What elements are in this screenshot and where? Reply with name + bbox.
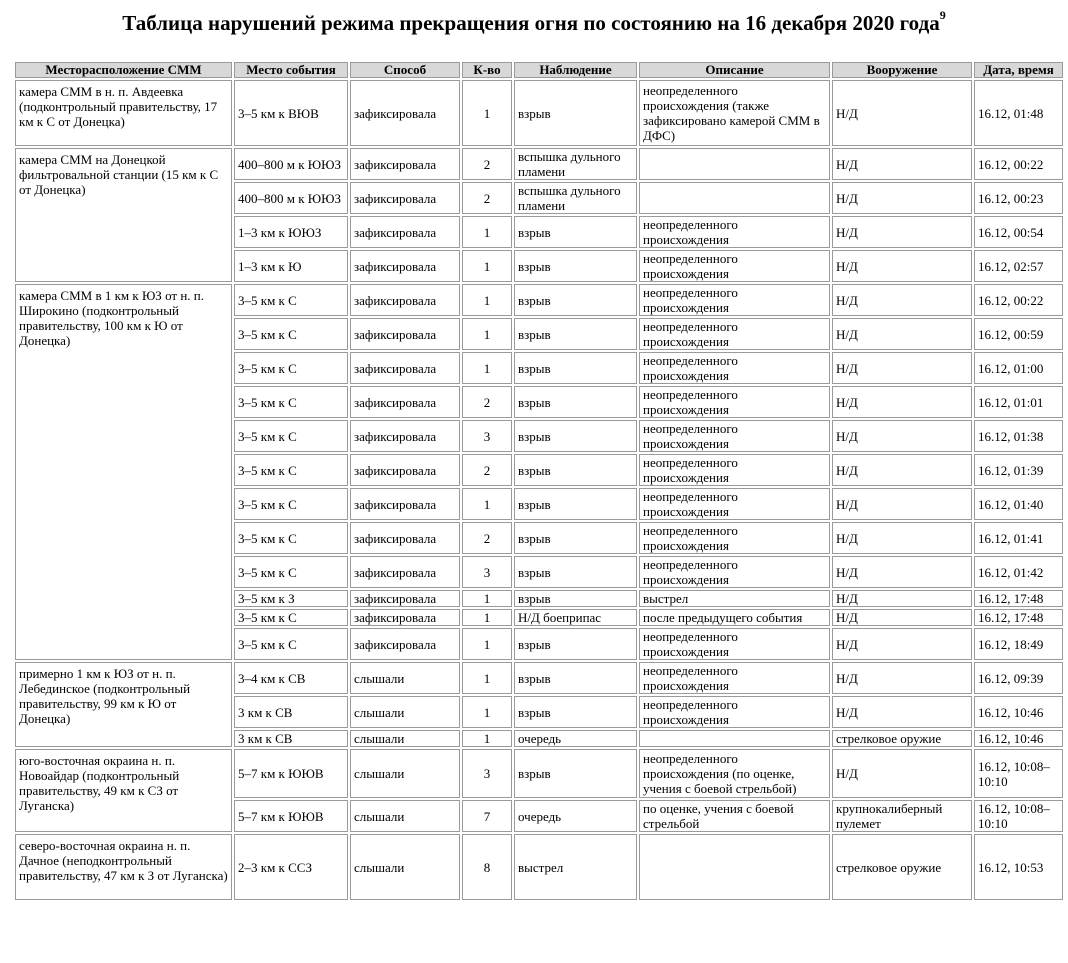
cell-method: слышали (350, 749, 460, 798)
cell-count: 2 (462, 454, 512, 486)
cell-weapon: Н/Д (832, 352, 972, 384)
cell-location: камера СММ на Донецкой фильтровальной станции (15 км к С от Донецка) (15, 148, 232, 282)
cell-description: неопределенного происхождения (639, 662, 830, 694)
cell-location: примерно 1 км к ЮЗ от н. п. Лебединское (подконтрольный правительству, 99 км к Ю от Донецка) (15, 662, 232, 747)
cell-method: слышали (350, 730, 460, 747)
cell-method: слышали (350, 696, 460, 728)
cell-count: 1 (462, 696, 512, 728)
cell-observation: взрыв (514, 488, 637, 520)
cell-description: неопределенного происхождения (639, 216, 830, 248)
cell-place: 3–4 км к СВ (234, 662, 348, 694)
cell-count: 3 (462, 420, 512, 452)
cell-count: 8 (462, 834, 512, 900)
cell-place: 5–7 км к ЮЮВ (234, 800, 348, 832)
cell-place: 400–800 м к ЮЮЗ (234, 182, 348, 214)
cell-method: зафиксировала (350, 628, 460, 660)
cell-method: зафиксировала (350, 590, 460, 607)
header-observation: Наблюдение (514, 62, 637, 78)
cell-weapon: Н/Д (832, 216, 972, 248)
cell-method: зафиксировала (350, 454, 460, 486)
cell-count: 2 (462, 148, 512, 180)
header-weapon: Вооружение (832, 62, 972, 78)
cell-place: 5–7 км к ЮЮВ (234, 749, 348, 798)
cell-count: 3 (462, 749, 512, 798)
ceasefire-violations-table (13, 60, 1065, 902)
cell-method: зафиксировала (350, 216, 460, 248)
cell-observation: взрыв (514, 216, 637, 248)
cell-description: неопределенного происхождения (по оценке, учения с боевой стрельбой) (639, 749, 830, 798)
cell-weapon: Н/Д (832, 488, 972, 520)
cell-count: 1 (462, 352, 512, 384)
table-row (15, 749, 1063, 798)
cell-datetime: 16.12, 00:23 (974, 182, 1063, 214)
cell-observation: взрыв (514, 522, 637, 554)
cell-observation: вспышка дульного пламени (514, 148, 637, 180)
cell-place: 3–5 км к С (234, 318, 348, 350)
header-method: Способ (350, 62, 460, 78)
cell-place: 3–5 км к С (234, 352, 348, 384)
cell-observation: взрыв (514, 250, 637, 282)
cell-method: зафиксировала (350, 386, 460, 418)
cell-count: 3 (462, 556, 512, 588)
cell-location: юго-восточная окраина н. п. Новоайдар (подконтрольный правительству, 49 км к СЗ от Луганска) (15, 749, 232, 832)
cell-place: 3 км к СВ (234, 696, 348, 728)
cell-observation: взрыв (514, 386, 637, 418)
cell-datetime: 16.12, 00:22 (974, 148, 1063, 180)
cell-count: 1 (462, 488, 512, 520)
cell-datetime: 16.12, 00:54 (974, 216, 1063, 248)
cell-datetime: 16.12, 17:48 (974, 609, 1063, 626)
cell-datetime: 16.12, 01:48 (974, 80, 1063, 146)
cell-observation: очередь (514, 800, 637, 832)
cell-weapon: Н/Д (832, 662, 972, 694)
cell-place: 3–5 км к ВЮВ (234, 80, 348, 146)
cell-observation: взрыв (514, 628, 637, 660)
cell-observation: взрыв (514, 590, 637, 607)
cell-count: 1 (462, 250, 512, 282)
cell-datetime: 16.12, 01:40 (974, 488, 1063, 520)
cell-weapon: Н/Д (832, 80, 972, 146)
table-row (15, 284, 1063, 316)
header-location: Месторасположение СММ (15, 62, 232, 78)
header-count: К-во (462, 62, 512, 78)
cell-observation: взрыв (514, 420, 637, 452)
cell-method: зафиксировала (350, 556, 460, 588)
cell-observation: взрыв (514, 556, 637, 588)
cell-place: 1–3 км к Ю (234, 250, 348, 282)
cell-location: камера СММ в н. п. Авдеевка (подконтрольный правительству, 17 км к С от Донецка) (15, 80, 232, 146)
cell-weapon: Н/Д (832, 318, 972, 350)
cell-datetime: 16.12, 10:08–10:10 (974, 749, 1063, 798)
cell-count: 1 (462, 662, 512, 694)
cell-description: неопределенного происхождения (639, 420, 830, 452)
cell-place: 3–5 км к С (234, 284, 348, 316)
cell-description (639, 834, 830, 900)
cell-weapon: Н/Д (832, 250, 972, 282)
cell-description: неопределенного происхождения (639, 284, 830, 316)
cell-weapon: Н/Д (832, 420, 972, 452)
cell-datetime: 16.12, 10:46 (974, 696, 1063, 728)
cell-datetime: 16.12, 01:01 (974, 386, 1063, 418)
cell-place: 3–5 км к С (234, 386, 348, 418)
cell-count: 1 (462, 628, 512, 660)
cell-count: 1 (462, 284, 512, 316)
page-title (0, 8, 1068, 50)
cell-weapon: Н/Д (832, 522, 972, 554)
cell-datetime: 16.12, 01:39 (974, 454, 1063, 486)
header-datetime: Дата, время (974, 62, 1063, 78)
cell-count: 7 (462, 800, 512, 832)
cell-datetime: 16.12, 10:08–10:10 (974, 800, 1063, 832)
cell-datetime: 16.12, 18:49 (974, 628, 1063, 660)
cell-datetime: 16.12, 00:59 (974, 318, 1063, 350)
cell-observation: взрыв (514, 80, 637, 146)
cell-observation: очередь (514, 730, 637, 747)
cell-count: 1 (462, 318, 512, 350)
cell-description: по оценке, учения с боевой стрельбой (639, 800, 830, 832)
cell-method: зафиксировала (350, 148, 460, 180)
cell-description: неопределенного происхождения (639, 352, 830, 384)
cell-weapon: Н/Д (832, 556, 972, 588)
cell-weapon: крупнокалиберный пулемет (832, 800, 972, 832)
cell-count: 1 (462, 80, 512, 146)
cell-observation: вспышка дульного пламени (514, 182, 637, 214)
cell-location: северо-восточная окраина н. п. Дачное (неподконтрольный правительству, 47 км к З от Луганска) (15, 834, 232, 900)
cell-method: зафиксировала (350, 284, 460, 316)
cell-description: выстрел (639, 590, 830, 607)
cell-datetime: 16.12, 01:41 (974, 522, 1063, 554)
cell-description (639, 730, 830, 747)
cell-weapon: Н/Д (832, 284, 972, 316)
cell-observation: взрыв (514, 696, 637, 728)
cell-observation: выстрел (514, 834, 637, 900)
cell-observation: взрыв (514, 662, 637, 694)
cell-description (639, 182, 830, 214)
cell-weapon: Н/Д (832, 590, 972, 607)
cell-count: 1 (462, 590, 512, 607)
cell-weapon: Н/Д (832, 628, 972, 660)
cell-datetime: 16.12, 09:39 (974, 662, 1063, 694)
cell-location: камера СММ в 1 км к ЮЗ от н. п. Широкино (подконтрольный правительству, 100 км к Ю от Донецка) (15, 284, 232, 660)
cell-description: неопределенного происхождения (также зафиксировано камерой СММ в ДФС) (639, 80, 830, 146)
cell-place: 2–3 км к ССЗ (234, 834, 348, 900)
cell-weapon: стрелковое оружие (832, 834, 972, 900)
cell-place: 1–3 км к ЮЮЗ (234, 216, 348, 248)
table-body (15, 80, 1063, 900)
cell-weapon: Н/Д (832, 749, 972, 798)
header-place: Место события (234, 62, 348, 78)
cell-datetime: 16.12, 02:57 (974, 250, 1063, 282)
cell-description: неопределенного происхождения (639, 628, 830, 660)
cell-description: неопределенного происхождения (639, 488, 830, 520)
table-row (15, 148, 1063, 180)
cell-method: зафиксировала (350, 488, 460, 520)
cell-description: после предыдущего события (639, 609, 830, 626)
cell-count: 2 (462, 522, 512, 554)
cell-method: слышали (350, 800, 460, 832)
header-description: Описание (639, 62, 830, 78)
cell-place: 3–5 км к З (234, 590, 348, 607)
table-row (15, 80, 1063, 146)
cell-datetime: 16.12, 00:22 (974, 284, 1063, 316)
cell-weapon: Н/Д (832, 386, 972, 418)
cell-method: зафиксировала (350, 352, 460, 384)
cell-method: зафиксировала (350, 80, 460, 146)
cell-description: неопределенного происхождения (639, 386, 830, 418)
cell-count: 1 (462, 609, 512, 626)
cell-observation: взрыв (514, 749, 637, 798)
cell-observation: взрыв (514, 454, 637, 486)
cell-method: зафиксировала (350, 318, 460, 350)
cell-description (639, 148, 830, 180)
cell-description: неопределенного происхождения (639, 696, 830, 728)
cell-datetime: 16.12, 01:38 (974, 420, 1063, 452)
cell-method: слышали (350, 834, 460, 900)
cell-method: зафиксировала (350, 250, 460, 282)
cell-method: зафиксировала (350, 522, 460, 554)
cell-description: неопределенного происхождения (639, 318, 830, 350)
table-row (15, 662, 1063, 694)
cell-count: 1 (462, 216, 512, 248)
cell-place: 3–5 км к С (234, 556, 348, 588)
title-text: Таблица нарушений режима прекращения огня по состоянию на 16 декабря 2020 года (122, 11, 940, 35)
cell-observation: взрыв (514, 352, 637, 384)
cell-method: зафиксировала (350, 182, 460, 214)
cell-place: 3–5 км к С (234, 488, 348, 520)
cell-method: слышали (350, 662, 460, 694)
cell-weapon: Н/Д (832, 182, 972, 214)
cell-observation: взрыв (514, 284, 637, 316)
cell-datetime: 16.12, 01:00 (974, 352, 1063, 384)
cell-place: 400–800 м к ЮЮЗ (234, 148, 348, 180)
cell-place: 3–5 км к С (234, 522, 348, 554)
cell-weapon: Н/Д (832, 454, 972, 486)
cell-count: 1 (462, 730, 512, 747)
cell-description: неопределенного происхождения (639, 454, 830, 486)
cell-place: 3 км к СВ (234, 730, 348, 747)
cell-method: зафиксировала (350, 609, 460, 626)
cell-method: зафиксировала (350, 420, 460, 452)
cell-count: 2 (462, 182, 512, 214)
cell-weapon: Н/Д (832, 148, 972, 180)
cell-weapon: Н/Д (832, 696, 972, 728)
cell-description: неопределенного происхождения (639, 556, 830, 588)
cell-weapon: Н/Д (832, 609, 972, 626)
cell-place: 3–5 км к С (234, 454, 348, 486)
cell-weapon: стрелковое оружие (832, 730, 972, 747)
cell-datetime: 16.12, 17:48 (974, 590, 1063, 607)
cell-count: 2 (462, 386, 512, 418)
cell-datetime: 16.12, 01:42 (974, 556, 1063, 588)
footnote-marker: 9 (939, 8, 946, 22)
cell-place: 3–5 км к С (234, 628, 348, 660)
table-row (15, 834, 1063, 900)
cell-place: 3–5 км к С (234, 420, 348, 452)
cell-observation: взрыв (514, 318, 637, 350)
cell-place: 3–5 км к С (234, 609, 348, 626)
cell-description: неопределенного происхождения (639, 250, 830, 282)
cell-description: неопределенного происхождения (639, 522, 830, 554)
cell-datetime: 16.12, 10:53 (974, 834, 1063, 900)
cell-observation: Н/Д боеприпас (514, 609, 637, 626)
table-header-row (15, 62, 1063, 78)
cell-datetime: 16.12, 10:46 (974, 730, 1063, 747)
